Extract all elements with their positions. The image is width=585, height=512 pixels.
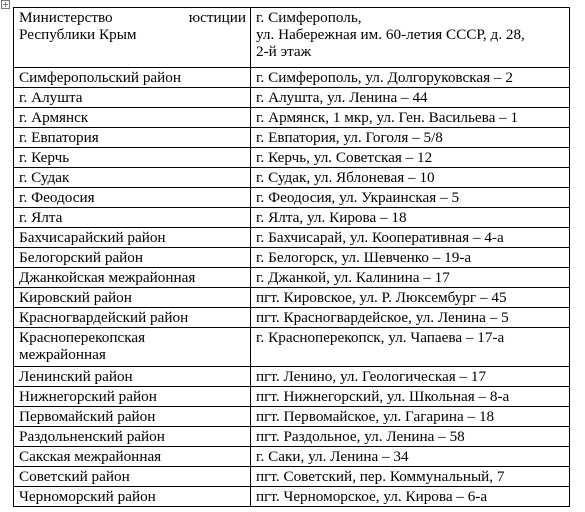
table-row: [14, 128, 570, 148]
district-name-line-1: Красноперекопская: [19, 329, 146, 346]
table-row: [14, 268, 570, 288]
table-row: [14, 427, 570, 447]
table-move-handle-icon[interactable]: +: [2, 0, 9, 9]
district-name-cell: Белогорский район: [14, 248, 251, 268]
office-address-cell: пгт. Нижнегорский, ул. Школьная – 8-а: [251, 387, 570, 407]
table-row: [14, 467, 570, 487]
district-name-cell: г. Судак: [14, 168, 251, 188]
district-name-cell: Нижнегорский район: [14, 387, 251, 407]
table-row: [14, 68, 570, 88]
district-name-cell: Ленинский район: [14, 367, 251, 387]
office-address-cell: пгт. Раздольное, ул. Ленина – 58: [251, 427, 570, 447]
district-name-cell: г. Алушта: [14, 88, 251, 108]
table-row: [14, 387, 570, 407]
district-name-cell: г. Керчь: [14, 148, 251, 168]
office-address-cell: г. Симферополь, ул. Долгоруковская – 2: [251, 68, 570, 88]
table-row: [14, 367, 570, 387]
office-address-cell: пгт. Черноморское, ул. Кирова – 6-а: [251, 487, 570, 507]
office-address-cell: пгт. Красногвардейское, ул. Ленина – 5: [251, 308, 570, 328]
office-address-cell: пгт. Советский, пер. Коммунальный, 7: [251, 467, 570, 487]
district-name-cell: [14, 328, 251, 367]
district-name-line-2: межрайонная: [19, 346, 106, 363]
authority-address-line-2: ул. Набережная им. 60-летия СССР, д. 28,: [256, 26, 525, 43]
table-row: [14, 228, 570, 248]
district-name-cell: Кировский район: [14, 288, 251, 308]
table-row: [14, 168, 570, 188]
table-row: [14, 108, 570, 128]
table-row: [14, 487, 570, 507]
office-address-cell: пгт. Кировское, ул. Р. Люксембург – 45: [251, 288, 570, 308]
district-name-cell: г. Армянск: [14, 108, 251, 128]
office-address-cell: г. Джанкой, ул. Калинина – 17: [251, 268, 570, 288]
table-row: [14, 248, 570, 268]
authority-name-line-2: Республики Крым: [19, 26, 137, 43]
table-row: [14, 148, 570, 168]
district-name-cell: Джанкойская межрайонная: [14, 268, 251, 288]
district-name-cell: Красногвардейский район: [14, 308, 251, 328]
district-name-cell: г. Евпатория: [14, 128, 251, 148]
authority-name-cell: [14, 8, 251, 68]
table-row: [14, 188, 570, 208]
district-name-cell: Симферопольский район: [14, 68, 251, 88]
office-address-cell: пгт. Первомайское, ул. Гагарина – 18: [251, 407, 570, 427]
office-address-cell: г. Алушта, ул. Ленина – 44: [251, 88, 570, 108]
district-name-cell: Бахчисарайский район: [14, 228, 251, 248]
office-address-cell: г. Армянск, 1 мкр, ул. Ген. Васильева – 1: [251, 108, 570, 128]
district-name-cell: Сакская межрайонная: [14, 447, 251, 467]
district-name-cell: Черноморский район: [14, 487, 251, 507]
district-name-cell: г. Ялта: [14, 208, 251, 228]
district-name-cell: Раздольненский район: [14, 427, 251, 447]
district-name-cell: Первомайский район: [14, 407, 251, 427]
table-row: [14, 407, 570, 427]
table-row: [14, 447, 570, 467]
table-row: [14, 328, 570, 367]
table-row: [14, 308, 570, 328]
office-address-cell: г. Керчь, ул. Советская – 12: [251, 148, 570, 168]
justice-offices-table: [13, 7, 570, 507]
authority-address-cell: [251, 8, 570, 68]
office-address-cell: г. Ялта, ул. Кирова – 18: [251, 208, 570, 228]
authority-address-line-3: 2-й этаж: [256, 43, 312, 60]
office-address-cell: пгт. Ленино, ул. Геологическая – 17: [251, 367, 570, 387]
table-row: [14, 208, 570, 228]
table-row: [14, 288, 570, 308]
authority-name-line-1: Министерство юстиции: [19, 9, 246, 26]
district-name-cell: г. Феодосия: [14, 188, 251, 208]
office-address-cell: г. Белогорск, ул. Шевченко – 19-а: [251, 248, 570, 268]
office-address-cell: г. Саки, ул. Ленина – 34: [251, 447, 570, 467]
table-row-header: [14, 8, 570, 68]
office-address-cell: г. Феодосия, ул. Украинская – 5: [251, 188, 570, 208]
office-address-cell: г. Красноперекопск, ул. Чапаева – 17-а: [251, 328, 570, 367]
table-row: [14, 88, 570, 108]
office-address-cell: г. Судак, ул. Яблоневая – 10: [251, 168, 570, 188]
office-address-cell: г. Евпатория, ул. Гоголя – 5/8: [251, 128, 570, 148]
office-address-cell: г. Бахчисарай, ул. Кооперативная – 4-а: [251, 228, 570, 248]
district-name-cell: Советский район: [14, 467, 251, 487]
authority-address-line-1: г. Симферополь,: [256, 9, 362, 26]
